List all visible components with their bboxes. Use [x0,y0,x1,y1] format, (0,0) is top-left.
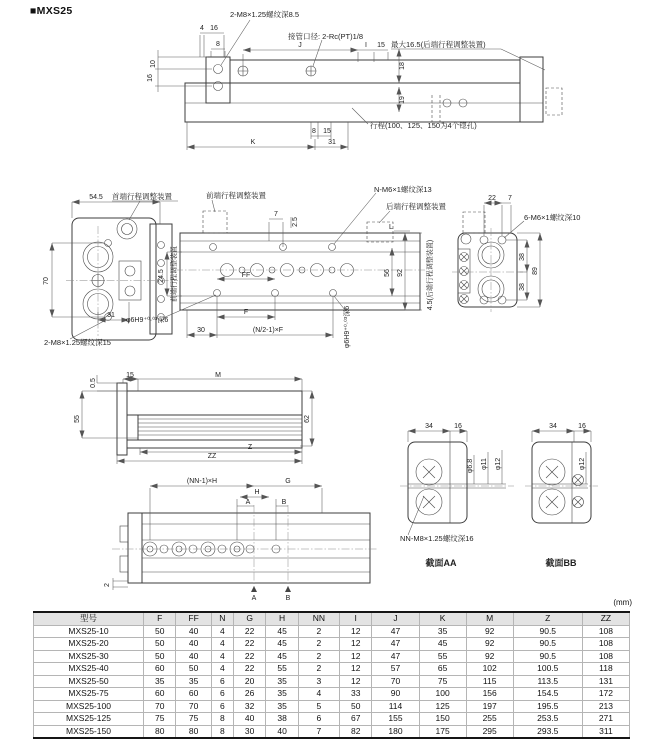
dim-89: 89 [532,267,539,275]
end-view-geometry [452,212,523,312]
dimension-table [33,611,630,739]
dim-i: I [365,42,367,49]
dim-55: 55 [74,415,81,423]
dim-16: 16 [210,25,218,32]
dim-pitch-bottom: (NN-1)×H [186,478,218,485]
section-aa-dimensions [408,431,467,535]
dim-62: 62 [304,415,311,423]
dim-31-front: 31 [107,312,115,319]
value-cell: 45 [266,650,298,663]
section-bb-dimensions [532,431,591,442]
value-cell: 12 [339,625,371,638]
value-cell: 65 [419,663,466,676]
dim-f: F [243,309,249,316]
value-cell: 4 [211,638,233,651]
bottom-view-dimensions [113,486,322,592]
dim-56: 56 [384,269,391,277]
value-cell: 26 [233,688,265,701]
value-cell: 4 [298,688,339,701]
dim-18: 18 [399,62,406,70]
dim-pitch-plan: (N/2-1)×F [252,327,284,334]
page-title: ■MXS25 [30,5,73,17]
dim-ff: FF [241,272,251,279]
dim-15: 15 [377,42,385,49]
value-cell: 6 [211,700,233,713]
dim-l: L [389,224,393,231]
value-cell: 12 [339,638,371,651]
dim-70: 70 [43,277,50,285]
column-header: N [211,612,233,625]
value-cell: 195.5 [513,700,582,713]
value-cell: 108 [582,650,629,663]
value-cell: 295 [466,725,513,738]
bottom-view [104,478,378,602]
end-thread-label: 6-M6×1螺纹深10 [524,213,581,222]
value-cell: 155 [372,713,419,726]
value-cell: 33 [339,688,371,701]
model-cell: MXS25-30 [34,650,144,663]
table-row [34,650,630,663]
value-cell: 6 [211,675,233,688]
value-cell: 180 [372,725,419,738]
section-bb-caption: 截面BB [545,558,577,568]
dim-z: Z [247,444,253,451]
table-row [34,700,630,713]
section-arrow-a [251,586,257,592]
value-cell: 60 [144,663,176,676]
value-cell: 70 [372,675,419,688]
dim-k: K [250,139,256,146]
value-cell: 35 [266,675,298,688]
dim-34-aa: 34 [425,423,433,430]
dim-8: 8 [216,41,220,48]
dia-12-aa: φ12 [495,457,502,471]
side-stroke-label: 行程(100、125、150为4个锪孔) [370,121,477,130]
locating-hole-label: φ6H9⁺⁰·⁰³深6 [126,317,169,324]
dim-19: 19 [399,96,406,104]
spec-table-head-row [34,612,630,625]
column-header: K [419,612,466,625]
value-cell: 92 [466,638,513,651]
value-cell: 114 [372,700,419,713]
section-aa-geometry [400,442,514,523]
table-row [34,725,630,738]
table-row [34,675,630,688]
dim-m: M [215,372,221,379]
column-header: G [233,612,265,625]
value-cell: 150 [419,713,466,726]
dim-34-bb: 34 [549,423,557,430]
dim-7-end: 7 [508,195,512,202]
value-cell: 47 [372,625,419,638]
dia-12-bb: φ12 [579,457,586,471]
value-cell: 6 [298,713,339,726]
dim-54-5: 54.5 [89,194,103,201]
value-cell: 40 [176,638,211,651]
bottom-view-geometry [112,505,378,590]
dim-j: J [298,42,302,49]
value-cell: 57 [372,663,419,676]
value-cell: 60 [176,688,211,701]
value-cell: 50 [144,625,176,638]
value-cell: 40 [176,625,211,638]
table-row [34,713,630,726]
table-row [34,688,630,701]
value-cell: 22 [233,638,265,651]
value-cell: 47 [372,638,419,651]
table-row [34,625,630,638]
section-bb-geometry [525,442,598,523]
value-cell: 92 [466,625,513,638]
section-aa-caption: 截面AA [425,558,457,568]
value-cell: 80 [144,725,176,738]
profile-view [74,372,312,464]
value-cell: 172 [582,688,629,701]
model-cell: MXS25-75 [34,688,144,701]
aa-thread-label: NN-M8×1.25螺纹深16 [400,534,474,543]
unit-note: (mm) [613,598,632,607]
column-header: F [144,612,176,625]
value-cell: 90 [372,688,419,701]
value-cell: 75 [176,713,211,726]
column-header: NN [298,612,339,625]
dim-31: 31 [328,139,336,146]
dia-6-8: φ6.8 [467,458,474,474]
value-cell: 35 [144,675,176,688]
value-cell: 82 [339,725,371,738]
value-cell: 50 [144,638,176,651]
value-cell: 2 [298,625,339,638]
dim-15-bottom: 15 [323,128,331,135]
value-cell: 75 [144,713,176,726]
value-cell: 108 [582,638,629,651]
plan-view [126,184,446,348]
value-cell: 4 [211,650,233,663]
value-cell: 108 [582,625,629,638]
front-adjuster-label: 前端行程调整装置 [206,191,266,200]
value-cell: 40 [233,713,265,726]
value-cell: 293.5 [513,725,582,738]
value-cell: 22 [233,625,265,638]
value-cell: 115 [466,675,513,688]
value-cell: 30 [233,725,265,738]
dia-11: φ11 [481,458,488,470]
column-header: M [466,612,513,625]
plan-view-dimensions [163,193,422,338]
side-view-geometry [185,57,562,122]
value-cell: 154.5 [513,688,582,701]
model-cell: MXS25-20 [34,638,144,651]
dim-16-aa: 16 [454,423,462,430]
column-header: 型号 [34,612,144,625]
dim-15-profile: 15 [126,372,134,379]
value-cell: 75 [419,675,466,688]
table-row [34,663,630,676]
dimension-table-wrap [33,611,630,739]
value-cell: 3 [298,675,339,688]
value-cell: 2 [298,650,339,663]
value-cell: 12 [339,675,371,688]
rear-offset-label: 4.5(后端行程调整装置) [427,239,434,311]
value-cell: 35 [176,675,211,688]
dim-h: H [254,489,260,496]
value-cell: 156 [466,688,513,701]
value-cell: 311 [582,725,629,738]
section-bb [525,423,598,568]
plan-view-geometry [175,211,425,310]
dim-7-plan: 7 [274,211,278,218]
value-cell: 40 [266,725,298,738]
model-cell: MXS25-50 [34,675,144,688]
value-cell: 6 [211,688,233,701]
value-cell: 8 [211,725,233,738]
dim-2-5: 2.5 [292,217,299,227]
column-header: ZZ [582,612,629,625]
profile-view-geometry [117,383,302,455]
value-cell: 45 [266,638,298,651]
dim-4: 4 [200,25,204,32]
value-cell: 12 [339,650,371,663]
column-header: FF [176,612,211,625]
dim-2: 2 [104,583,111,587]
value-cell: 213 [582,700,629,713]
locating-hole-vertical-label: φ6H9⁺⁰·⁰³深6 [344,305,351,349]
dim-0-5: 0.5 [90,378,97,388]
dim-30: 30 [197,327,205,334]
value-cell: 197 [466,700,513,713]
spec-table-body [34,625,630,738]
value-cell: 45 [419,638,466,651]
dim-16-bb: 16 [578,423,586,430]
value-cell: 90.5 [513,638,582,651]
value-cell: 40 [176,650,211,663]
table-row [34,638,630,651]
value-cell: 271 [582,713,629,726]
front-thread-label: 2-M8×1.25螺纹深15 [44,338,111,347]
dim-g: G [285,478,291,485]
value-cell: 92 [466,650,513,663]
value-cell: 90.5 [513,650,582,663]
value-cell: 175 [419,725,466,738]
value-cell: 35 [266,700,298,713]
column-header: H [266,612,298,625]
dim-22: 22 [488,195,496,202]
value-cell: 113.5 [513,675,582,688]
dim-b-top: B [281,499,287,506]
value-cell: 12 [339,663,371,676]
dim-10: 10 [150,60,157,68]
value-cell: 20 [233,675,265,688]
value-cell: 50 [339,700,371,713]
side-thread-label: 2-M8×1.25螺纹深8.5 [230,10,299,19]
side-port-label: 接管口径: 2-Rc(PT)1/8 [288,32,364,41]
value-cell: 255 [466,713,513,726]
dim-a-top: A [245,499,251,506]
plan-thread-label: N-M6×1螺纹深13 [374,185,432,194]
value-cell: 35 [419,625,466,638]
value-cell: 55 [419,650,466,663]
model-cell: MXS25-40 [34,663,144,676]
model-cell: MXS25-100 [34,700,144,713]
value-cell: 22 [233,650,265,663]
end-view [425,195,580,312]
dim-38-lower: 38 [519,283,526,291]
section-arrow-b [285,586,291,592]
dim-8-bottom: 8 [312,128,316,135]
dim-24-5: 24.5 [158,269,165,283]
section-label-a: A [251,595,257,602]
section-aa [400,423,514,568]
value-cell: 47 [372,650,419,663]
value-cell: 125 [419,700,466,713]
model-cell: MXS25-10 [34,625,144,638]
column-header: J [372,612,419,625]
value-cell: 70 [176,700,211,713]
dim-zz: ZZ [207,453,217,460]
dim-38-upper: 38 [519,253,526,261]
value-cell: 253.5 [513,713,582,726]
value-cell: 67 [339,713,371,726]
value-cell: 100 [419,688,466,701]
value-cell: 35 [266,688,298,701]
value-cell: 5 [298,700,339,713]
value-cell: 38 [266,713,298,726]
value-cell: 131 [582,675,629,688]
value-cell: 50 [176,663,211,676]
value-cell: 2 [298,638,339,651]
value-cell: 22 [233,663,265,676]
dim-92: 92 [397,269,404,277]
head-adjuster-label: 首端行程调整装置 [112,192,172,201]
value-cell: 4 [211,663,233,676]
value-cell: 70 [144,700,176,713]
value-cell: 118 [582,663,629,676]
side-max-label: 最大16.5(后端行程调整装置) [391,40,486,49]
value-cell: 2 [298,663,339,676]
value-cell: 102 [466,663,513,676]
front-adjuster-vertical-label: 前端行程调整装置 [171,246,178,302]
value-cell: 7 [298,725,339,738]
column-header: Z [513,612,582,625]
value-cell: 100.5 [513,663,582,676]
side-view [147,9,562,150]
value-cell: 80 [176,725,211,738]
model-cell: MXS25-125 [34,713,144,726]
value-cell: 32 [233,700,265,713]
value-cell: 8 [211,713,233,726]
dim-16-left: 16 [147,74,154,82]
value-cell: 50 [144,650,176,663]
column-header: I [339,612,371,625]
value-cell: 4 [211,625,233,638]
model-cell: MXS25-150 [34,725,144,738]
value-cell: 45 [266,625,298,638]
value-cell: 55 [266,663,298,676]
value-cell: 60 [144,688,176,701]
value-cell: 90.5 [513,625,582,638]
section-label-b: B [285,595,291,602]
rear-adjuster-label: 后端行程调整装置 [386,202,446,211]
